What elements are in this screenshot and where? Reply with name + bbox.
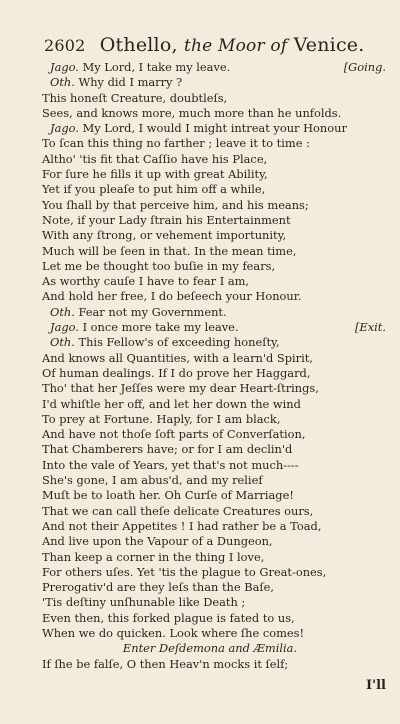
verse-text: And not their Appetites ! I had rather be a Toad,: [42, 518, 322, 533]
text-line: [34, 136, 386, 151]
verse-text: Note, if your Lady ſtrain his Entertainment: [42, 212, 291, 227]
verse-text: That we can call theſe delicate Creatures ours,: [42, 503, 314, 518]
text-line: [34, 335, 386, 350]
text-line: [34, 381, 386, 396]
text-line: [34, 442, 386, 457]
text-line: [34, 213, 386, 228]
text-line: [34, 397, 386, 412]
text-line: [34, 167, 386, 182]
stage-direction: [Going.: [343, 60, 386, 74]
verse-text: My Lord, I take my leave.: [82, 60, 231, 74]
text-line: [34, 198, 386, 213]
verse-text: This Fellow's of exceeding honeſty,: [78, 335, 280, 350]
speaker-name: Oth.: [50, 304, 75, 319]
verse-text: 'Tis deſtiny unſhunable like Death ;: [42, 595, 246, 610]
verse-text: Muſt be to loath her. Oh Curſe of Marriage!: [42, 488, 294, 503]
verse-text: For others uſes. Yet 'tis the plague to Great-ones,: [42, 564, 327, 579]
text-line: [34, 91, 386, 106]
verse-text: And hold her free, I do beſeech your Honour.: [42, 289, 302, 304]
text-line: [34, 534, 386, 549]
verse-text: Prerogativ'd are they leſs than the Baſe,: [42, 580, 274, 595]
verse-text: Sees, and knows more, much more than he unfolds.: [42, 105, 342, 120]
text-line: [34, 626, 386, 641]
verse-text: I once more take my leave.: [82, 320, 239, 335]
text-line: [34, 351, 386, 366]
verse-text: Much will be ſeen in that. In the mean time,: [42, 243, 297, 258]
stage-direction: Enter Deſdemona and Æmilia.: [122, 641, 298, 656]
catchword: I'll: [366, 678, 386, 693]
text-line: [34, 657, 386, 672]
speaker-name: Jago.: [50, 121, 79, 136]
verse-text: To ſcan this thing no farther ; leave it to time :: [42, 136, 310, 151]
text-line: [34, 75, 386, 90]
speaker-name: Oth.: [50, 335, 75, 350]
verse-text: This honeſt Creature, doubtleſs,: [42, 90, 228, 105]
text-line: [34, 274, 386, 289]
header-place: Venice.: [293, 34, 365, 56]
verse-text: And have not thoſe ſoft parts of Converſation,: [42, 427, 306, 442]
header-title: Othello,: [99, 34, 178, 56]
verse-text: If ſhe be falſe, O then Heav'n mocks it ſelf;: [42, 656, 289, 671]
text-line: [34, 152, 386, 167]
stage-direction: [Exit.: [354, 320, 386, 335]
verse-text: And knows all Quantities, with a learn'd Spirit,: [42, 350, 313, 365]
verse-text: Into the vale of Years, yet that's not much----: [42, 457, 299, 472]
text-line: [34, 473, 386, 488]
verse-text: Altho' 'tis fit that Caſſio have his Place,: [42, 151, 268, 166]
verse-text: Let me be thought too buſie in my fears,: [42, 258, 276, 273]
verse-text: You ſhall by that perceive him, and his means;: [42, 197, 309, 212]
verse-text: I'd whiſtle her off, and let her down the wind: [42, 396, 301, 411]
speaker-name: Oth.: [50, 75, 75, 90]
text-line: [34, 595, 386, 610]
verse-text: Than keep a corner in the thing I love,: [42, 549, 265, 564]
text-line: [34, 565, 386, 580]
text-line: [34, 320, 386, 335]
speaker-name: Jago.: [50, 60, 79, 74]
text-line: [34, 60, 386, 75]
text-line: [34, 305, 386, 320]
verse-text: Tho' that her Jeſſes were my dear Heart-ſtrings,: [42, 381, 319, 396]
text-line: [34, 504, 386, 519]
text-line: [34, 228, 386, 243]
header-subtitle: the Moor of: [183, 36, 288, 56]
verse-text: She's gone, I am abus'd, and my relief: [42, 473, 263, 488]
play-text: [34, 60, 386, 672]
running-header: [44, 34, 384, 56]
text-line: [34, 182, 386, 197]
page-number: 2602: [44, 36, 86, 55]
text-line: [34, 611, 386, 626]
text-line: [34, 259, 386, 274]
text-line: [34, 580, 386, 595]
text-line: [34, 519, 386, 534]
verse-text: For ſure he fills it up with great Ability,: [42, 167, 268, 182]
verse-text: Why did I marry ?: [78, 75, 183, 90]
text-line: [34, 106, 386, 121]
verse-text: When we do quicken. Look where ſhe comes!: [42, 625, 305, 640]
verse-text: Of human dealings. If I do prove her Haggard,: [42, 365, 311, 380]
text-line: [34, 641, 386, 656]
verse-text: That Chamberers have; or for I am declin'd: [42, 442, 293, 457]
verse-text: Yet if you pleaſe to put him off a while,: [42, 182, 266, 197]
text-line: [34, 488, 386, 503]
text-line: [34, 412, 386, 427]
text-line: [34, 366, 386, 381]
text-line: [34, 458, 386, 473]
verse-text: As worthy cauſe I have to fear I am,: [42, 274, 250, 289]
text-line: [34, 550, 386, 565]
text-line: [34, 427, 386, 442]
text-line: [34, 289, 386, 304]
text-line: [34, 121, 386, 136]
text-line: [34, 244, 386, 259]
verse-text: And live upon the Vapour of a Dungeon,: [42, 534, 273, 549]
verse-text: Even then, this forked plague is fated to us,: [42, 610, 295, 625]
speaker-name: Jago.: [50, 320, 79, 335]
verse-text: Fear not my Government.: [78, 304, 227, 319]
verse-text: With any ſtrong, or vehement importunity,: [42, 228, 287, 243]
verse-text: My Lord, I would I might intreat your Honour: [82, 121, 347, 136]
verse-text: To prey at Fortune. Haply, for I am black,: [42, 411, 281, 426]
